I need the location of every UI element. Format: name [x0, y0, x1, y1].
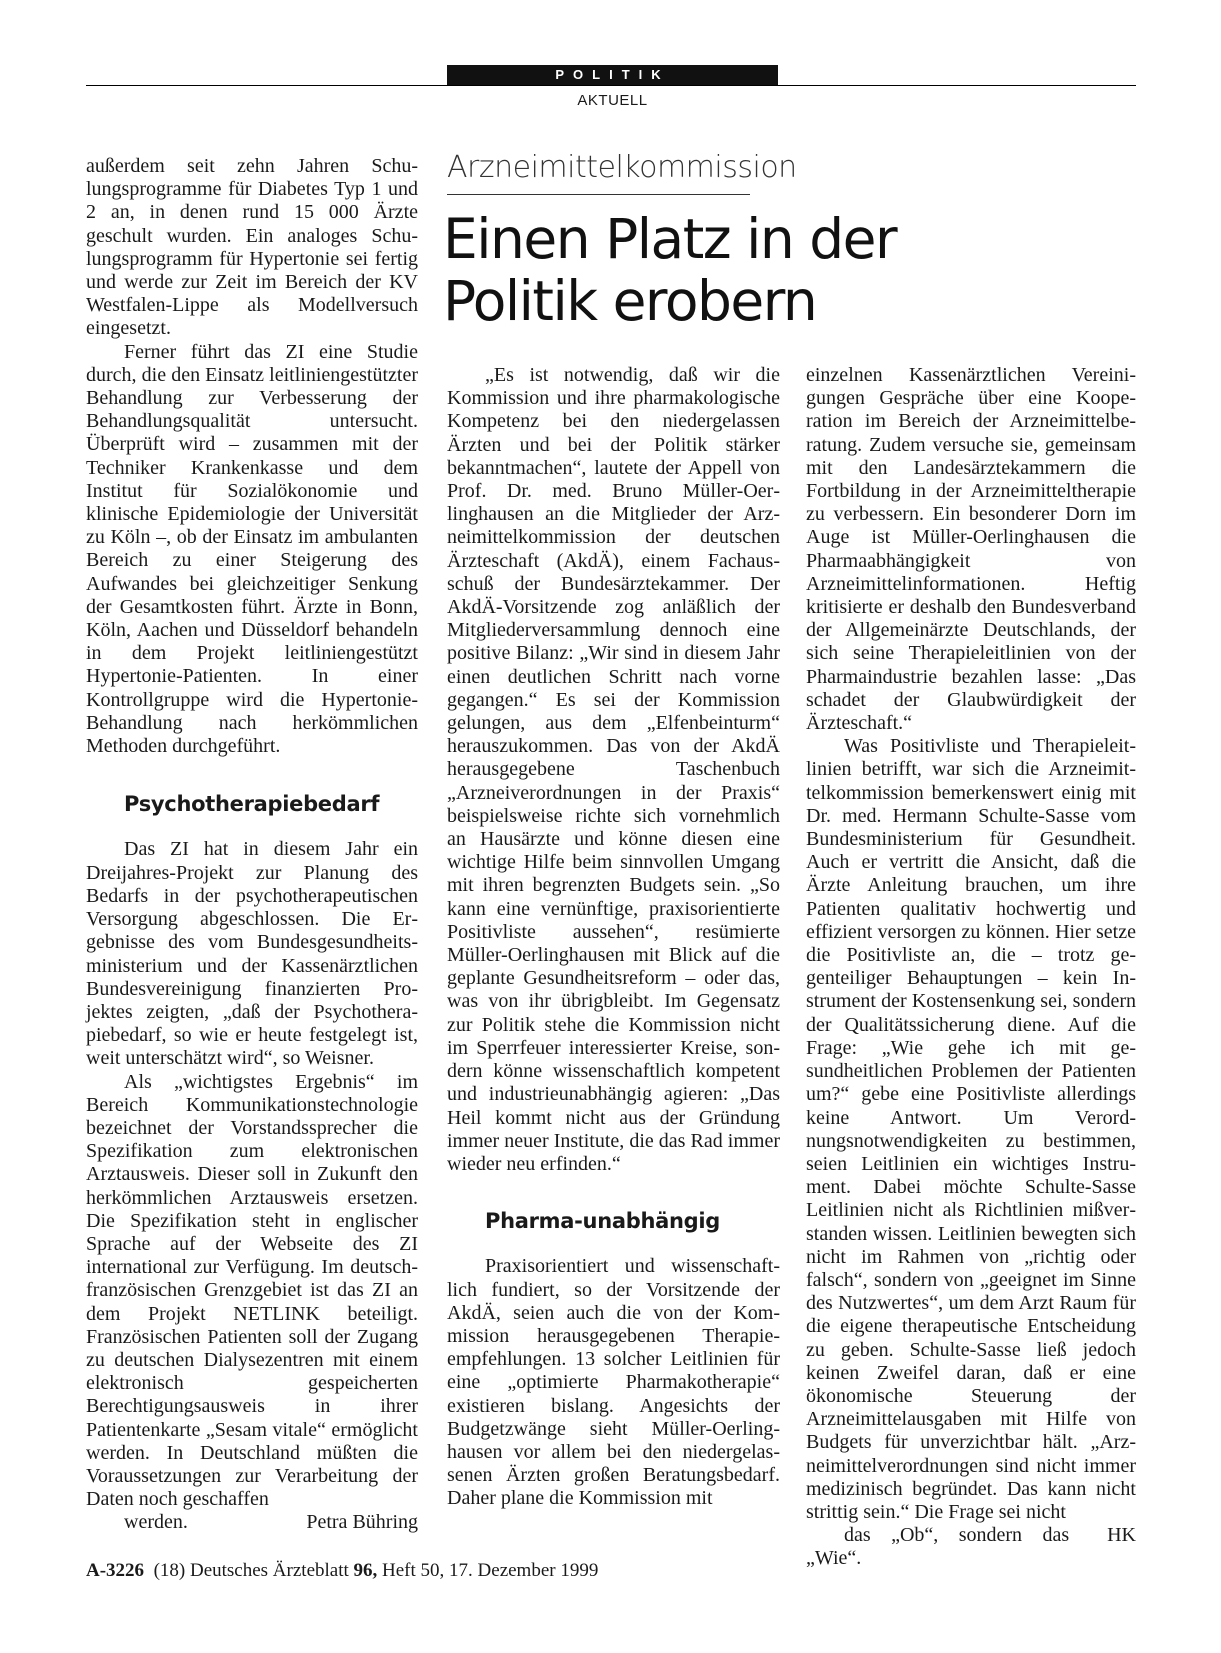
paragraph: Als „wichtigstes Ergebnis“ im Bereich Kommunikationstechnologie bezeichnet der Vorstandssprecher die Spezifikation zum elektronischen Arztausweis. Dieser soll in Zukunft den herkömmlichen Arztausweis ersetzen. Die Spezifikation steht in englischer Sprache auf der Webseite des ZI international zur Verfügung. Im deutsch-französischen Grenzgebiet ist das ZI an dem Projekt NETLINK beteiligt. Französischen Patienten soll der Zugang zu deutschen Dialysezentren mit einem elektronisch gespeicherten Berechtigungsausweis in ihrer Patientenkarte „Sesam vitale“ ermöglicht werden. In Deutschland müßten die Voraussetzungen zur Verarbeitung der Daten noch geschaffen: [86, 1070, 418, 1511]
headline-line: Politik erobern: [443, 269, 817, 333]
kicker-rule: [447, 194, 750, 195]
subsection-label: AKTUELL: [577, 92, 648, 109]
paragraph: „Es ist notwendig, daß wir die Kommission und ihre pharmakologische Kompetenz bei den niedergelassen Ärzten und bei der Politik stärker bekanntmachen“, lautete der Appell von Prof. Dr. med. Bruno Müller-Oerlinghausen an die Mitglieder der Arzneimittelkommission der deutschen Ärzteschaft (AkdÄ), einem Fachausschuß der Bundesärztekammer. Der AkdÄ-Vorsitzende zog anläßlich der Mitgliederversammlung dennoch eine positive Bilanz: „Wir sind in diesem Jahr einen deutlichen Schritt nach vorne gegangen.“ Es sei der Kommission gelungen, aus dem „Elfenbeinturm“ herauszukommen. Das von der AkdÄ herausgegebene Taschenbuch „Arzneiverordnungen in der Praxis“ beispielsweise richte sich vornehmlich an Hausärzte und könne diesen eine wichtige Hilfe beim sinnvollen Umgang mit ihren begrenzten Budgets sein. „So kann eine vernünftige, praxisorientierte Positivliste aussehen“, resümierte Müller-Oerlinghausen mit Blick auf die geplante Gesundheitsreform – oder das, was von ihr übrigbleibt. Im Gegensatz zur Politik stehe die Kommission nicht im Sperrfeuer interessierter Kreise, sondern könne wissenschaftlich kompetent und industrieunabhängig agieren: „Das Heil kommt nicht aus der Gründung immer neuer Institute, die das Rad immer wieder neu erfinden.“: [447, 364, 780, 1175]
paragraph: Was Positivliste und Therapieleitlinien betrifft, war sich die Arzneimittelkommission bemerkenswert einig mit Dr. med. Hermann Schulte-Sasse vom Bundesministerium für Gesundheit. Auch er vertritt die Ansicht, daß die Ärzte Anleitung brauchen, um ihre Patienten qualitativ hochwertig und effizient versorgen zu können. Hier setze die Positivliste an, die – trotz gegenteiliger Behauptungen – kein Instrument der Kostensenkung sei, sondern der Qualitätssicherung diene. Auf die Frage: „Wie gehe ich mit gesundheitlichen Problemen der Patienten um?“ gebe eine Positivliste allerdings keine Antwort. Um Verordnungsnotwendigkeiten zu bestimmen, seien Leitlinien ein wichtiges Instrument. Dabei möchte Schulte-Sasse Leitlinien nicht als Richtlinien mißverstanden wissen. Leitlinien bewegten sich nicht im Rahmen von „richtig oder falsch“, sondern von „geeignet im Sinne des Nutzwertes“, um dem Arzt Raum für die eigene therapeutische Entscheidung zu geben. Schulte-Sasse ließ jedoch keinen Zweifel daran, daß er eine ökonomische Steuerung der Arzneimittelausgaben mit Hilfe von Budgets für unverzichtbar hält. „Arzneimittelverordnungen sind nicht immer medizinisch begründet. Das kann nicht strittig sein.“ Die Frage sei nicht: [806, 735, 1136, 1523]
headline-line: Einen Platz in der: [443, 207, 897, 271]
paragraph: Das ZI hat in diesem Jahr ein Dreijahres-Projekt zur Planung des Bedarfs in der psychotherapeutischen Versorgung abgeschlossen. Die Ergebnisse des vom Bundesgesundheitsministerium und der Kassenärztlichen Bundesvereinigung finanzierten Projektes zeigten, „daß der Psychotherapiebedarf, so wie er heute festgelegt ist, weit unterschätzt wird“, so Weisner.: [86, 838, 418, 1070]
article-headline: [443, 208, 1133, 332]
column-left: [86, 155, 418, 1535]
page-footer: [86, 1560, 598, 1582]
paragraph: Ferner führt das ZI eine Studie durch, die den Einsatz leitliniengestützter Behandlung zur Verbesserung der Behandlungsqualität untersucht. Überprüft wird – zusammen mit der Techniker Krankenkasse und dem Institut für Sozialökonomie und klinische Epidemiologie der Universität zu Köln –, ob der Einsatz im ambulanten Bereich zu einer Steigerung des Aufwandes bei gleichzeitiger Senkung der Gesamtkosten führt. Ärzte in Bonn, Köln, Aachen und Düsseldorf behandeln in dem Projekt leitliniengestützt Hypertonie-Patienten. In einer Kontrollgruppe wird die Hypertonie-Behandlung nach herkömmlichen Methoden durchgeführt.: [86, 340, 418, 758]
paragraph: Praxisorientiert und wissenschaftlich fundiert, so der Vorsitzende der AkdÄ, seien auch die von der Kommission herausgegebenen Therapieempfehlungen. 13 solcher Leitlinien für eine „optimierte Pharmakotherapie“ existieren bislang. Angesichts der Budgetzwänge sieht Müller-Oerlinghausen vor allem bei den niedergelassenen Ärzten großen Beratungsbedarf. Daher plane die Kommission mit: [447, 1255, 780, 1510]
article-kicker: Arzneimittelkommission: [447, 150, 797, 185]
column-right: [806, 364, 1136, 1571]
footer-volume: 96,: [353, 1560, 378, 1581]
column-middle: [447, 364, 780, 1511]
paragraph: einzelnen Kassenärztlichen Vereinigungen Gespräche über eine Kooperation im Bereich der Arzneimittelberatung. Zudem versuche sie, gemeinsam mit den Landesärztekammern die Fortbildung in der Arzneimitteltherapie zu verbessern. Ein besonderer Dorn im Auge ist Müller-Oerlinghausen die Pharmaabhängigkeit von Arzneimittelinformationen. Heftig kritisierte er deshalb den Bundesverband der Allgemeinärzte Deutschlands, der sich seine Therapieleitlinien von der Pharmaindustrie bezahlen lasse: „Das schadet der Glaubwürdigkeit der Ärzteschaft.“: [806, 364, 1136, 735]
subheading-psychotherapiebedarf: Psychotherapiebedarf: [124, 792, 380, 817]
closing-text: das „Ob“, sondern das „Wie“.: [806, 1524, 1070, 1570]
section-label: POLITIK: [447, 65, 778, 85]
footer-issue: Heft 50, 17. Dezember 1999: [382, 1560, 599, 1581]
header-rule: [86, 85, 1136, 86]
footer-publication: (18) Deutsches Ärzteblatt: [153, 1560, 349, 1581]
author-name: Petra Bühring: [306, 1511, 418, 1534]
closing-line: [806, 1524, 1136, 1570]
closing-word: werden.: [124, 1511, 188, 1534]
author-initials: HK: [1107, 1524, 1136, 1547]
subheading-pharma-unabhaengig: Pharma-unabhängig: [485, 1209, 720, 1234]
closing-line: [86, 1511, 418, 1534]
page-number: A-3226: [86, 1560, 145, 1581]
paragraph: außerdem seit zehn Jahren Schulungsprogramme für Diabetes Typ 1 und 2 an, in denen rund 15 000 Ärzte geschult wurden. Ein analoges Schulungsprogramm für Hypertonie sei fertig und werde zur Zeit im Bereich der KV Westfalen-Lippe als Modellversuch eingesetzt.: [86, 155, 418, 340]
